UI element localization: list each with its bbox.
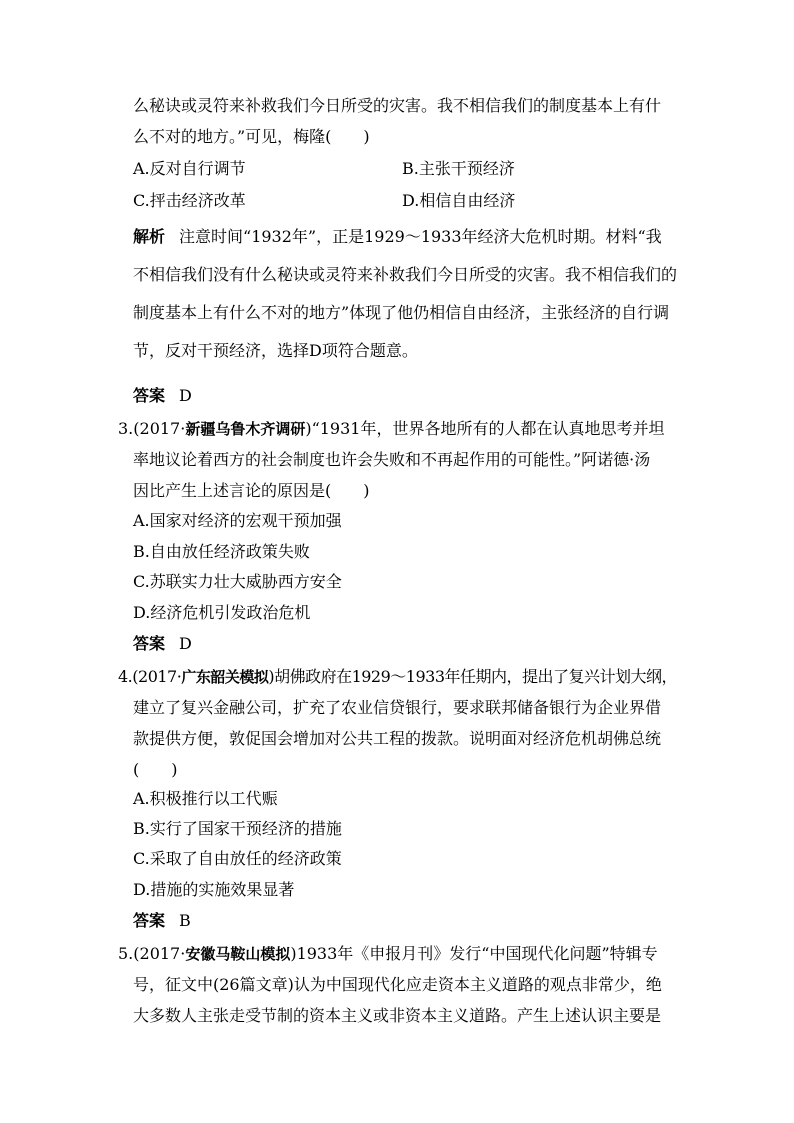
q3-option-a: A.国家对经济的宏观干预加强: [133, 511, 342, 530]
q3-stem-text-1: )“1931年，世界各地所有的人都在认真地思考并坦: [305, 419, 665, 438]
q2-analysis-line-2: 不相信我们没有什么秘诀或灵符来补救我们今日所受的灾害。我不相信我们的: [133, 265, 678, 284]
q5-number: 5.(2017·: [118, 944, 186, 963]
q5-source: 安徽马鞍山模拟: [185, 945, 291, 963]
q2-answer-label: 答案: [133, 386, 166, 405]
q5-stem-line-2: 号，征文中(26篇文章)认为中国现代化应走资本主义道路的观点非常少，绝: [133, 975, 662, 994]
q3-source: 新疆乌鲁木齐调研: [185, 420, 306, 438]
q4-stem-line-2: 建立了复兴金融公司，扩充了农业信贷银行，要求联邦储备银行为企业界借: [133, 698, 662, 717]
q3-option-d: D.经济危机引发政治危机: [133, 603, 311, 622]
q3-answer-label: 答案: [133, 634, 166, 653]
q3-number: 3.(2017·: [118, 419, 186, 438]
q2-analysis-line-3: 制度基本上有什么不对的地方”体现了他仍相信自由经济，主张经济的自行调: [133, 303, 670, 322]
q4-answer-label: 答案: [133, 911, 166, 930]
q2-option-d: D.相信自由经济: [402, 191, 516, 210]
q3-stem-line-1: [118, 418, 664, 440]
q5-stem-line-3: 大多数人主张走受节制的资本主义或非资本主义道路。产生上述认识主要是: [133, 1006, 662, 1025]
q3-option-b: B.自由放任经济政策失败: [133, 542, 310, 561]
q4-option-c: C.采取了自由放任的经济政策: [133, 849, 342, 868]
q4-option-a: A.积极推行以工代赈: [133, 789, 278, 808]
q3-answer: [133, 633, 192, 655]
q4-number: 4.(2017·: [118, 667, 182, 686]
q2-analysis-text-1: 注意时间“1932年”，正是1929～1933年经济大危机时期。材料“我: [179, 227, 662, 246]
q2-stem-line-1: 么秘诀或灵符来补救我们今日所受的灾害。我不相信我们的制度基本上有什: [133, 96, 662, 115]
q4-answer: [133, 910, 191, 932]
q4-stem-line-4: ( ): [133, 760, 178, 779]
q2-stem-line-2: 么不对的地方。”可见，梅隆( ): [133, 127, 370, 146]
q4-stem-line-3: 款提供方便，敦促国会增加对公共工程的拨款。说明面对经济危机胡佛总统: [133, 729, 662, 748]
q5-stem-text-1: )1933年《申报月刊》发行“中国现代化问题”特辑专: [290, 944, 658, 963]
q2-option-c: C.抨击经济改革: [133, 191, 246, 210]
q2-analysis-line-1: [133, 226, 662, 248]
q2-option-b: B.主张干预经济: [402, 159, 515, 178]
q5-stem-line-1: [118, 943, 658, 965]
q2-analysis-line-4: 节，反对干预经济，选择D项符合题意。: [133, 341, 418, 360]
q4-option-b: B.实行了国家干预经济的措施: [133, 819, 342, 838]
q2-answer: [133, 385, 192, 407]
q4-stem-text-1: )胡佛政府在1929～1933年任期内，提出了复兴计划大纲，: [268, 667, 678, 686]
q3-stem-line-2: 率地议论着西方的社会制度也许会失败和不再起作用的可能性。”阿诺德·汤: [133, 450, 651, 469]
q2-option-a: A.反对自行调节: [133, 159, 246, 178]
q4-answer-value: B: [179, 911, 191, 930]
q3-option-c: C.苏联实力壮大威胁西方安全: [133, 572, 342, 591]
q3-stem-line-3: 因比产生上述言论的原因是( ): [133, 481, 370, 500]
q4-option-d: D.措施的实施效果显著: [133, 880, 295, 899]
q2-answer-value: D: [179, 386, 192, 405]
q3-answer-value: D: [179, 634, 192, 653]
q4-stem-line-1: [118, 666, 677, 688]
q2-analysis-label: 解析: [133, 227, 166, 246]
q4-source: 广东韶关模拟: [181, 668, 269, 686]
